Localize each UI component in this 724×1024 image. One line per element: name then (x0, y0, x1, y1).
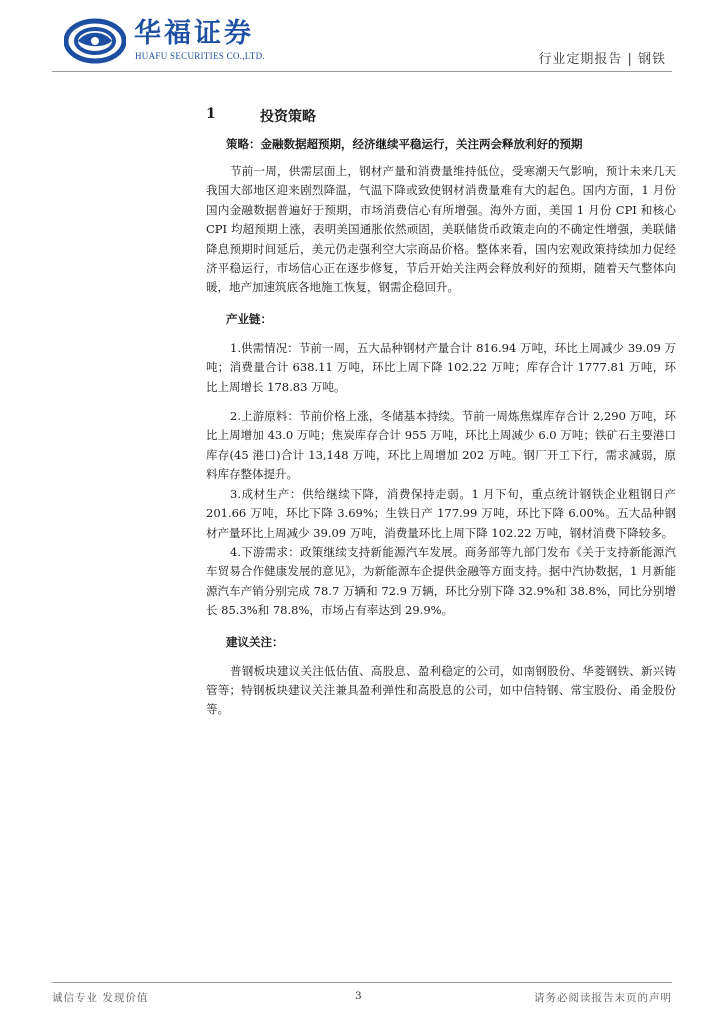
section-heading (206, 106, 676, 128)
company-logo (64, 18, 274, 64)
suggest-heading: 建议关注： (226, 634, 284, 649)
logo-english-name: HUAFU SECURITIES CO.,LTD. (135, 51, 265, 61)
chain-heading: 产业链： (226, 311, 272, 326)
chain-item-upstream: 2.上游原料：节前价格上涨，冬储基本持续。节前一周炼焦煤库存合计 2,290 万吨，环比上周增加 43.0 万吨；焦炭库存合计 955 万吨，环比上周减少 6.0 万吨；铁矿石主要港口库存(45 港口)合计 13,148 万吨，环比上周增加 202 万吨。钢厂开工下行，需求减弱，原料库存整体提升。 (206, 409, 676, 482)
footer-slogan: 诚信专业 发现价值 (52, 992, 149, 1004)
footer-disclaimer-note: 请务必阅读报告末页的声明 (534, 992, 672, 1004)
main-content (206, 106, 676, 720)
spacer (206, 397, 676, 407)
page-number: 3 (355, 990, 362, 1002)
chain-item-downstream: 4.下游需求：政策继续支持新能源汽车发展。商务部等九部门发布《关于支持新能源汽车贸易合作健康发展的意见》，为新能源车企提供金融等方面支持。据中汽协数据，1 月新能源汽车产销分别完成 78.7 万辆和 72.9 万辆，环比分别下降 32.9%和 38.8%，同比分别增长 85.3%和 78.8%，市场占有率达到 29.9%。 (206, 544, 676, 618)
header-divider (52, 71, 672, 72)
chain-item-production: 3.成材生产：供给继续下降，消费保持走弱。1 月下旬，重点统计钢铁企业粗钢日产 201.66 万吨，环比下降 3.69%；生铁日产 177.99 万吨，环比下降 6.00%。五大品种钢材产量环比上周减少 39.09 万吨，消费量环比上周下降 102.22 万吨，钢材消费下降较多。 (206, 486, 676, 540)
report-type-label: 行业定期报告 | 钢铁 (538, 52, 666, 67)
page-header (0, 0, 724, 80)
intro-paragraph: 节前一周，供需层面上，钢材产量和消费量维持低位，受寒潮天气影响，预计未来几天我国大部地区迎来剧烈降温，气温下降或致使钢材消费量难有大的起色。国内方面，1 月份国内金融数据普遍好于预期，市场消费信心有所增强。海外方面，美国 1 月份 CPI 和核心 CPI 均超预期上涨，表明美国通胀依然顽固，美联储货币政策走向的不确定性增强，美联储降息预期时间延后，美元仍走强利空大宗商品价格。整体来看，国内宏观政策持续加力促经济平稳运行，市场信心正在逐步修复，节后开始关注两会释放利好的预期，随着天气整体向暖，地产加速筑底各地施工恢复，钢需企稳回升。 (206, 164, 676, 295)
logo-swirl-icon (64, 18, 126, 64)
section-title: 投资策略 (260, 109, 316, 125)
logo-chinese-name: 华福证券 (134, 18, 254, 49)
suggest-paragraph: 普钢板块建议关注低估值、高股息、盈利稳定的公司，如南钢股份、华菱钢铁、新兴铸管等；特钢板块建议关注兼具盈利弹性和高股息的公司，如中信特钢、常宝股份、甬金股份等。 (206, 663, 676, 717)
chain-item-supply-demand: 1.供需情况：节前一周，五大品种钢材产量合计 816.94 万吨，环比上周减少 39.09 万吨；消费量合计 638.11 万吨，环比上周下降 102.22 万吨；库存合计 1777.81 万吨，环比上周增长 178.83 万吨。 (206, 340, 676, 394)
footer-divider (52, 982, 672, 983)
strategy-lead: 策略：金融数据超预期，经济继续平稳运行，关注两会释放利好的预期 (226, 137, 583, 151)
section-number: 1 (206, 106, 216, 122)
